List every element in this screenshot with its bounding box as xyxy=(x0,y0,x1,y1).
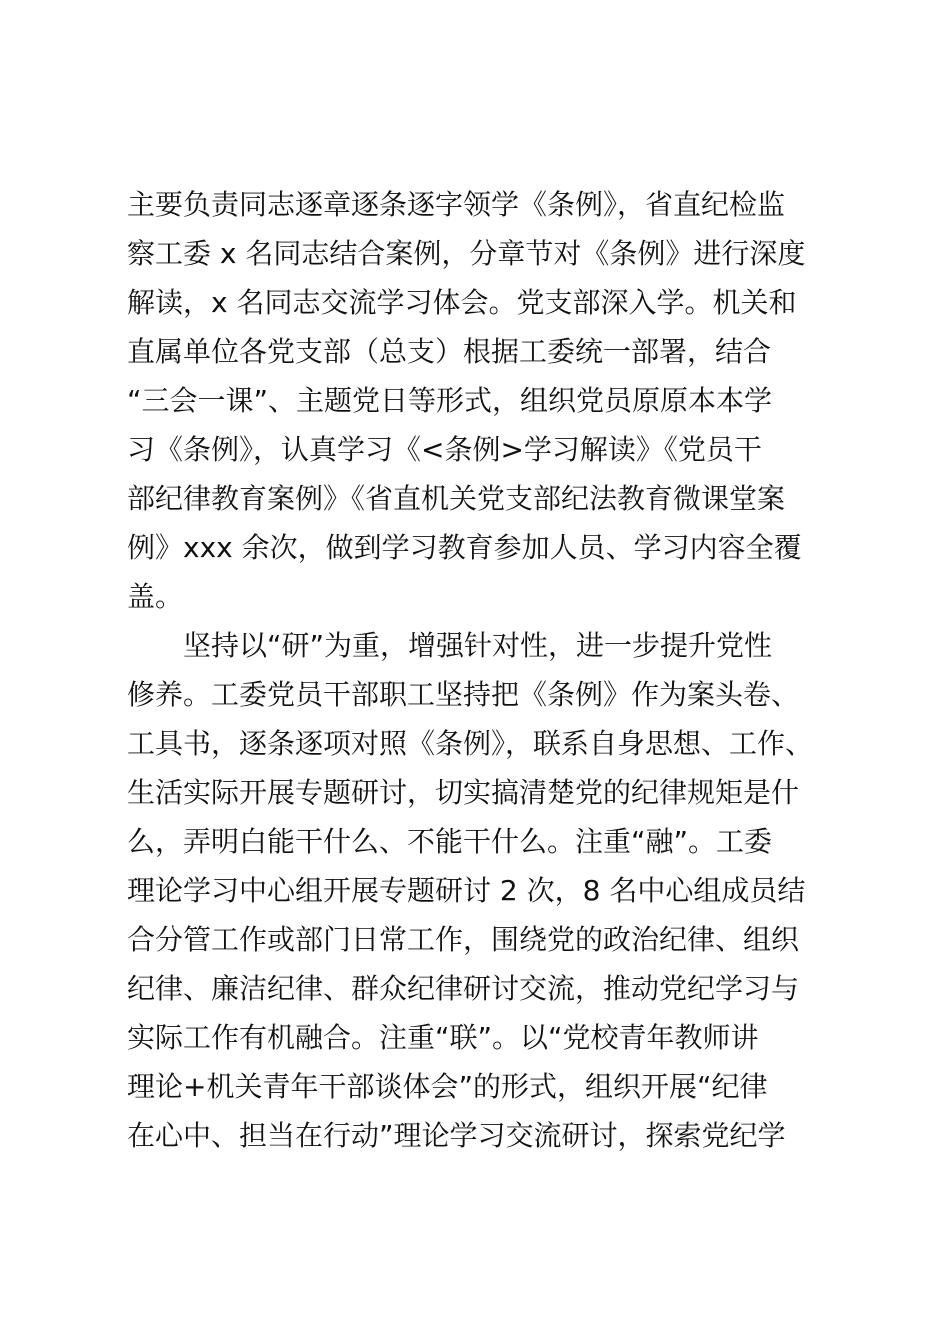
text-line: 实际工作有机融合。注重“联”。以“党校青年教师讲 xyxy=(127,1021,759,1054)
text-line: 例》xxx 余次，做到学习教育参加人员、学习内容全覆 xyxy=(127,531,802,564)
text-line: 主要负责同志逐章逐条逐字领学《条例》，省直纪检监 xyxy=(127,188,786,221)
text-line: 盖。 xyxy=(127,580,184,613)
text-line: 修养。工委党员干部职工坚持把《条例》作为案头卷、 xyxy=(127,678,800,711)
text-line: 解读，x 名同志交流学习体会。党支部深入学。机关和 xyxy=(127,286,797,319)
text-line: 理论+机关青年干部谈体会”的形式，组织开展“纪律 xyxy=(127,1070,768,1103)
text-line: “三会一课”、主题党日等形式，组织党员原原本本学 xyxy=(127,384,773,417)
text-line: 纪律、廉洁纪律、群众纪律研讨交流，推动党纪学习与 xyxy=(127,972,800,1005)
text-line: 理论学习中心组开展专题研讨 2 次，8 名中心组成员结 xyxy=(127,874,806,907)
text-line: 合分管工作或部门日常工作，围绕党的政治纪律、组织 xyxy=(127,923,800,956)
text-line: 生活实际开展专题研讨，切实搞清楚党的纪律规矩是什 xyxy=(127,776,800,809)
text-line: 么，弄明白能干什么、不能干什么。注重“融”。工委 xyxy=(127,825,773,858)
text-line: 习《条例》，认真学习《<条例>学习解读》《党员干 xyxy=(127,433,762,466)
text-line: 察工委 x 名同志结合案例，分章节对《条例》进行深度 xyxy=(127,237,806,270)
text-line: 部纪律教育案例》《省直机关党支部纪法教育微课堂案 xyxy=(127,482,786,515)
text-line: 在心中、担当在行动”理论学习交流研讨，探索党纪学 xyxy=(127,1119,786,1152)
body-text xyxy=(127,180,847,1160)
text-line: 直属单位各党支部（总支）根据工委统一部署，结合 xyxy=(127,335,772,368)
text-line: 工具书，逐条逐项对照《条例》，联系自身思想、工作、 xyxy=(127,727,814,760)
text-line: 坚持以“研”为重，增强针对性，进一步提升党性 xyxy=(127,629,773,662)
